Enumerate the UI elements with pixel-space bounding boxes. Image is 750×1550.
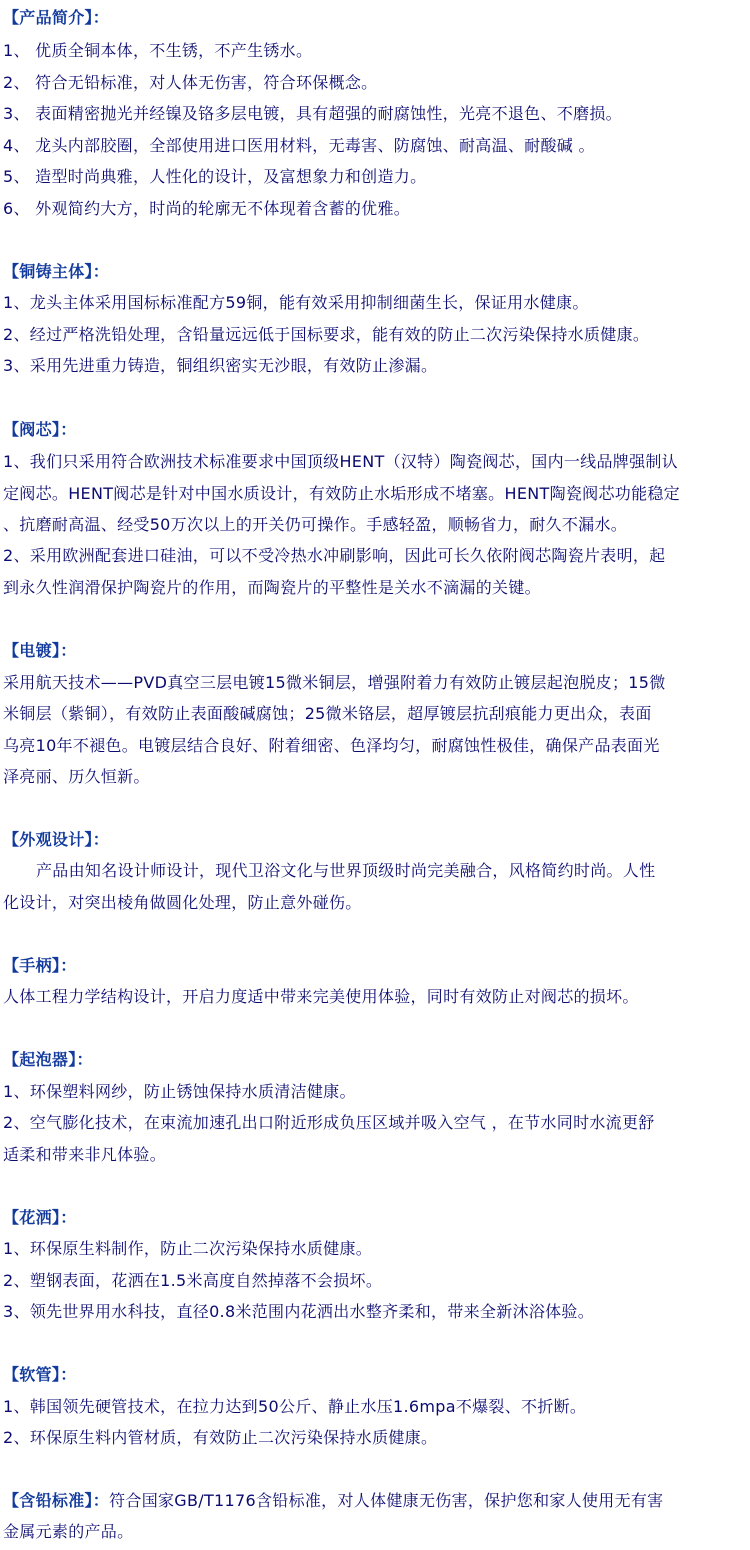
intro-line-2: 2、 符合无铅标准，对人体无伤害，符合环保概念。 xyxy=(3,73,378,92)
copper-line-1: 1、龙头主体采用国标标准配方59铜，能有效采用抑制细菌生长，保证用水健康。 xyxy=(3,293,589,312)
aerator-line-3: 适柔和带来非凡体验。 xyxy=(3,1145,167,1164)
section-heading-valve: 【阀芯】： xyxy=(3,420,77,439)
section-heading-plating: 【电镀】： xyxy=(3,641,77,660)
aerator-line-2: 2、空气膨化技术，在束流加速孔出口附近形成负压区域并吸入空气 ，在节水同时水流更舒 xyxy=(3,1113,655,1132)
valve-line-1: 1、我们只采用符合欧洲技术标准要求中国顶级HENT（汉特）陶瓷阀芯，国内一线品牌强制认 xyxy=(3,452,678,471)
hose-line-1: 1、韩国领先硬管技术，在拉力达到50公斤、静止水压1.6mpa不爆裂、不折断。 xyxy=(3,1397,587,1416)
handle-line-1: 人体工程力学结构设计，开启力度适中带来完美使用体验，同时有效防止对阀芯的损坏。 xyxy=(3,987,639,1006)
copper-line-2: 2、经过严格洗铅处理，含铅量远远低于国标要求，能有效的防止二次污染保持水质健康。 xyxy=(3,325,650,344)
section-heading-handle: 【手柄】： xyxy=(3,956,77,975)
valve-line-5: 到永久性润滑保护陶瓷片的作用，而陶瓷片的平整性是关水不滴漏的关键。 xyxy=(3,578,541,597)
copper-line-3: 3、采用先进重力铸造，铜组织密实无沙眼，有效防止渗漏。 xyxy=(3,356,438,375)
shower-line-3: 3、领先世界用水科技，直径0.8米范围内花洒出水整齐柔和，带来全新沐浴体验。 xyxy=(3,1302,595,1321)
section-heading-aerator: 【起泡器】： xyxy=(3,1050,93,1069)
lead-standard-text: 符合国家GB/T1176含铅标准，对人体健康无伤害，保护您和家人使用无有害 xyxy=(109,1491,664,1510)
section-heading-copper: 【铜铸主体】： xyxy=(3,262,110,281)
lead-standard-line-2: 金属元素的产品。 xyxy=(3,1522,134,1541)
intro-line-4: 4、 龙头内部胶圈，全部使用进口医用材料，无毒害、防腐蚀、耐高温、耐酸碱 。 xyxy=(3,136,595,155)
intro-line-6: 6、 外观简约大方，时尚的轮廓无不体现着含蓄的优雅。 xyxy=(3,199,411,218)
intro-line-1: 1、 优质全铜本体，不生锈，不产生锈水。 xyxy=(3,41,313,60)
section-heading-intro: 【产品简介】： xyxy=(3,8,110,27)
design-line-1: 产品由知名设计师设计，现代卫浴文化与世界顶级时尚完美融合，风格简约时尚。人性 xyxy=(36,861,656,880)
valve-line-3: 、抗磨耐高温、经受50万次以上的开关仍可操作。手感轻盈，顺畅省力，耐久不漏水。 xyxy=(3,515,628,534)
shower-line-2: 2、塑钢表面，花洒在1.5米高度自然掉落不会损坏。 xyxy=(3,1271,383,1290)
shower-line-1: 1、环保原生料制作，防止二次污染保持水质健康。 xyxy=(3,1239,373,1258)
intro-line-5: 5、 造型时尚典雅，人性化的设计，及富想象力和创造力。 xyxy=(3,167,427,186)
aerator-line-1: 1、环保塑料网纱，防止锈蚀保持水质清洁健康。 xyxy=(3,1082,356,1101)
plating-line-1: 采用航天技术——PVD真空三层电镀15微米铜层，增强附着力有效防止镀层起泡脱皮；15微 xyxy=(3,673,666,692)
intro-line-3: 3、 表面精密抛光并经镍及铬多层电镀，具有超强的耐腐蚀性，光亮不退色、不磨损。 xyxy=(3,104,622,123)
valve-line-2: 定阀芯。HENT阀芯是针对中国水质设计，有效防止水垢形成不堵塞。HENT陶瓷阀芯功能稳定 xyxy=(3,484,680,503)
section-heading-shower: 【花洒】： xyxy=(3,1208,77,1227)
section-heading-design: 【外观设计】： xyxy=(3,830,110,849)
lead-standard-line-1 xyxy=(3,1491,748,1511)
valve-line-4: 2、采用欧洲配套进口硅油，可以不受冷热水冲刷影响，因此可长久依附阀芯陶瓷片表明，起 xyxy=(3,546,666,565)
design-line-2: 化设计，对突出棱角做圆化处理，防止意外碰伤。 xyxy=(3,893,362,912)
hose-line-2: 2、环保原生料内管材质，有效防止二次污染保持水质健康。 xyxy=(3,1428,438,1447)
plating-line-2: 米铜层（紫铜），有效防止表面酸碱腐蚀；25微米铬层，超厚镀层抗刮痕能力更出众，表面 xyxy=(3,704,652,723)
section-heading-lead: 【含铅标准】： xyxy=(3,1491,110,1510)
plating-line-3: 乌亮10年不褪色。电镀层结合良好、附着细密、色泽均匀，耐腐蚀性极佳，确保产品表面光 xyxy=(3,736,660,755)
plating-line-4: 泽亮丽、历久恒新。 xyxy=(3,767,150,786)
section-heading-hose: 【软管】： xyxy=(3,1365,77,1384)
